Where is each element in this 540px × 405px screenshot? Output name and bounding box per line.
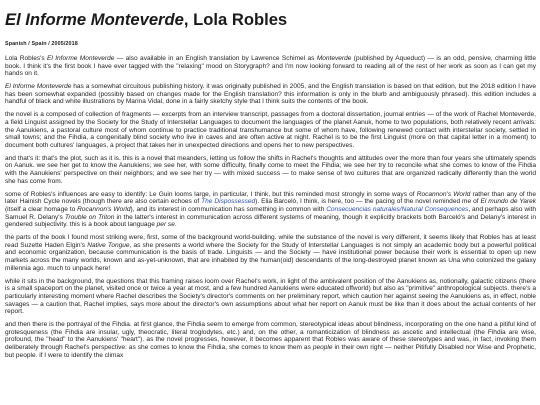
paragraph-text: the parts of the book I found most striking were, first, some of the background world-building. while the substance of the novel is very different, it seems likely that Robles has at least read Suzette Haden Elgin's — [5, 234, 536, 249]
paragraph-text: the novel is a composed of collection of fragments — excerpts from an interview transcript, passages from a doctoral dissertation, journal entries — of the work of Rachel Monteverde, a field Linguist assigned by the Society for the Study of Interstellar Languages to document the languages of the planet Aanuk, home to two populations, both relatively recent arrivals: the Aanukiens, a pastoral culture most of whom continue to practice traditional transhumance but some of whom have, following renewed contact with interstellar society, settled in small towns; and the Fihdia, a congenitally blind society who live in caves and are often active at night. Rachel is to be the first Linguist (more on that capital letter in a moment) to document both cultures' languages, a project that takes her in unexpected directions and opens her to new perspectives. — [5, 111, 536, 149]
italic-text: Trouble on Triton — [64, 213, 115, 221]
paragraph-text: . — [174, 221, 177, 229]
paragraph-text: rather than any of the later Hainish Cycle novels (though there are also certain echoes of — [5, 190, 536, 206]
paragraph-text: in the latter's interest in communication across different systems of meaning, though it explicitly brackets both Barceló's and Delany's interest in gendered subjectivity. this is a book about language — [5, 213, 536, 229]
title-book-name: El Informe Monteverde — [5, 10, 184, 29]
paragraph-text: some of Robles's influences are easy to identify: Le Guin looms large, in particular, I think, but this reminded most strongly in some ways of — [5, 190, 417, 198]
paragraph-text: and that's it: that's the plot, such as it is. this is a novel that meanders, letting us follow the shifts in Rachel's thoughts and attitudes over the more than four years she ultimately spends on Aanuk. we see her get to know the Aanukiens; we see her, with some difficulty, finally come to meet the Fihdia; we see her try to reconcile what she comes to know of the Fihdia with the Aanukiens' perspective on their neighbors; and we see her try — with mixed success — to make sense of two cultures that are organized radically differently than the world she has come from. — [5, 154, 536, 185]
paragraph-text: Lola Robles's — [5, 55, 48, 62]
italic-text: Native Tongue — [87, 241, 130, 249]
paragraph-text: and then there is the portrayal of the Fihdia. at first glance, the Fihdia seem to emerge from common, stereotypical ideas about blindness, incorporating on the one hand a pitiful kind of grotesqueness (the Fihdia are insular, ugly, theocratic, literal troglodytes, etc.) and, on the other, a romanticization of blindness as ascetic and intellectual (the Fihdia are wise, profound, the "head" to the Aanukiens' "heart"). as the novel progresses, however, it becomes apparent that Robles was aware of these stereotypes and was, in fact, invoking them deliberately through Rachel's perspective: as she comes to know the Fihdia, she comes to know them as — [5, 321, 536, 351]
title-link[interactable]: The Dispossessed — [201, 198, 256, 206]
italic-text: El Informe Monteverde — [5, 83, 72, 91]
title-link[interactable]: Consecuencias naturales/Natural Consequences — [326, 205, 469, 213]
italic-text: people — [312, 343, 333, 351]
paragraph-text: ), and its interest in communication has something in common with — [130, 205, 327, 213]
italic-text: El mundo de Yarek — [480, 198, 537, 206]
review-meta: Spanish / Spain / 2005/2018 — [5, 41, 78, 47]
review-paragraph — [5, 83, 536, 106]
italic-text: per se — [156, 221, 175, 229]
review-paragraph — [5, 155, 536, 186]
review-paragraph — [5, 321, 536, 359]
review-paragraph — [5, 111, 536, 149]
italic-text: El Informe Monteverde — [47, 55, 115, 62]
paragraph-text: — also available in an English translation by Lawrence Schimel as — [114, 55, 317, 62]
title-author: , Lola Robles — [183, 10, 288, 29]
review-paragraph — [5, 234, 536, 272]
italic-text: Rocannon's World — [77, 205, 131, 213]
review-paragraph — [5, 55, 536, 78]
paragraph-text: (itself a clear homage to — [5, 205, 78, 213]
review-body — [5, 55, 536, 359]
italic-text: Monteverde — [316, 55, 352, 62]
paragraph-text: ). Elia Barceló, I think, is here, too — the pacing of the novel reminded me of — [255, 198, 481, 206]
paragraph-text: while it sits in the background, the questions that this framing raises loom over Rachel's work, in light of the ambivalent position of the Aanukiens as, notionally, galactic citizens (there is a small spaceport on the planet, visited once or twice a year at most, and a few hundred Aanukiens were educated offworld) but also as "primitive" anthropological subjects. there's a particularly interesting moment where Rachel describes the Society's director's comments on her preliminary report, which caution her against seeing the Aanukiens as, in effect, noble savages — a caution that, Rachel implies, says more about the director's own assumptions about what her report on Aanuk must be like than it does about the actual contents of her report. — [5, 277, 536, 316]
page-title — [5, 10, 536, 30]
review-paragraph — [5, 191, 536, 229]
review-paragraph — [5, 278, 536, 316]
paragraph-text: has a somewhat circuitous publishing history. it was originally published in 2005, and the English translation is based on that edition, but the 2018 edition I have has been somewhat expanded (possibly based on changes made for the English translation? this information is only in the blurb and ambiguously phrased). this edition includes a handful of black and white illustrations by Marina Vidal, done in a fairly sketchy style that I think suits the contents of the book. — [5, 83, 537, 106]
paragraph-text: , as she presents a world where the Society for the Study of Interstellar Languages is not simply an academic body but a powerful political and economic organization, because communication is the basis of trade. Linguists — and the Society — have institutional power because their work is essential to open up new markets across the many worlds, known and as-yet-unknown, that are inhabited by the human(oid) descendants of the long-destroyed planet known as Una who colonized the galaxy millennia ago. much to unpack here! — [5, 241, 536, 272]
paragraph-text: (published by Aqueduct) — is an odd, pensive, charming little book. I think it's the first book I have ever tagged with the "relaxing" mood on Storygraph? and I'm now looking forward to reading all of the rest of her work as soon as I can get my hands on it. — [5, 55, 536, 78]
paragraph-text: in their own right — neither Pitifully Disabled nor Wise and Prophetic, but people. if I were to identify the climax — [5, 343, 537, 359]
italic-text: Rocannon's World — [416, 190, 471, 198]
paragraph-text: , and perhaps also with Samuel R. Delany's — [5, 205, 536, 221]
